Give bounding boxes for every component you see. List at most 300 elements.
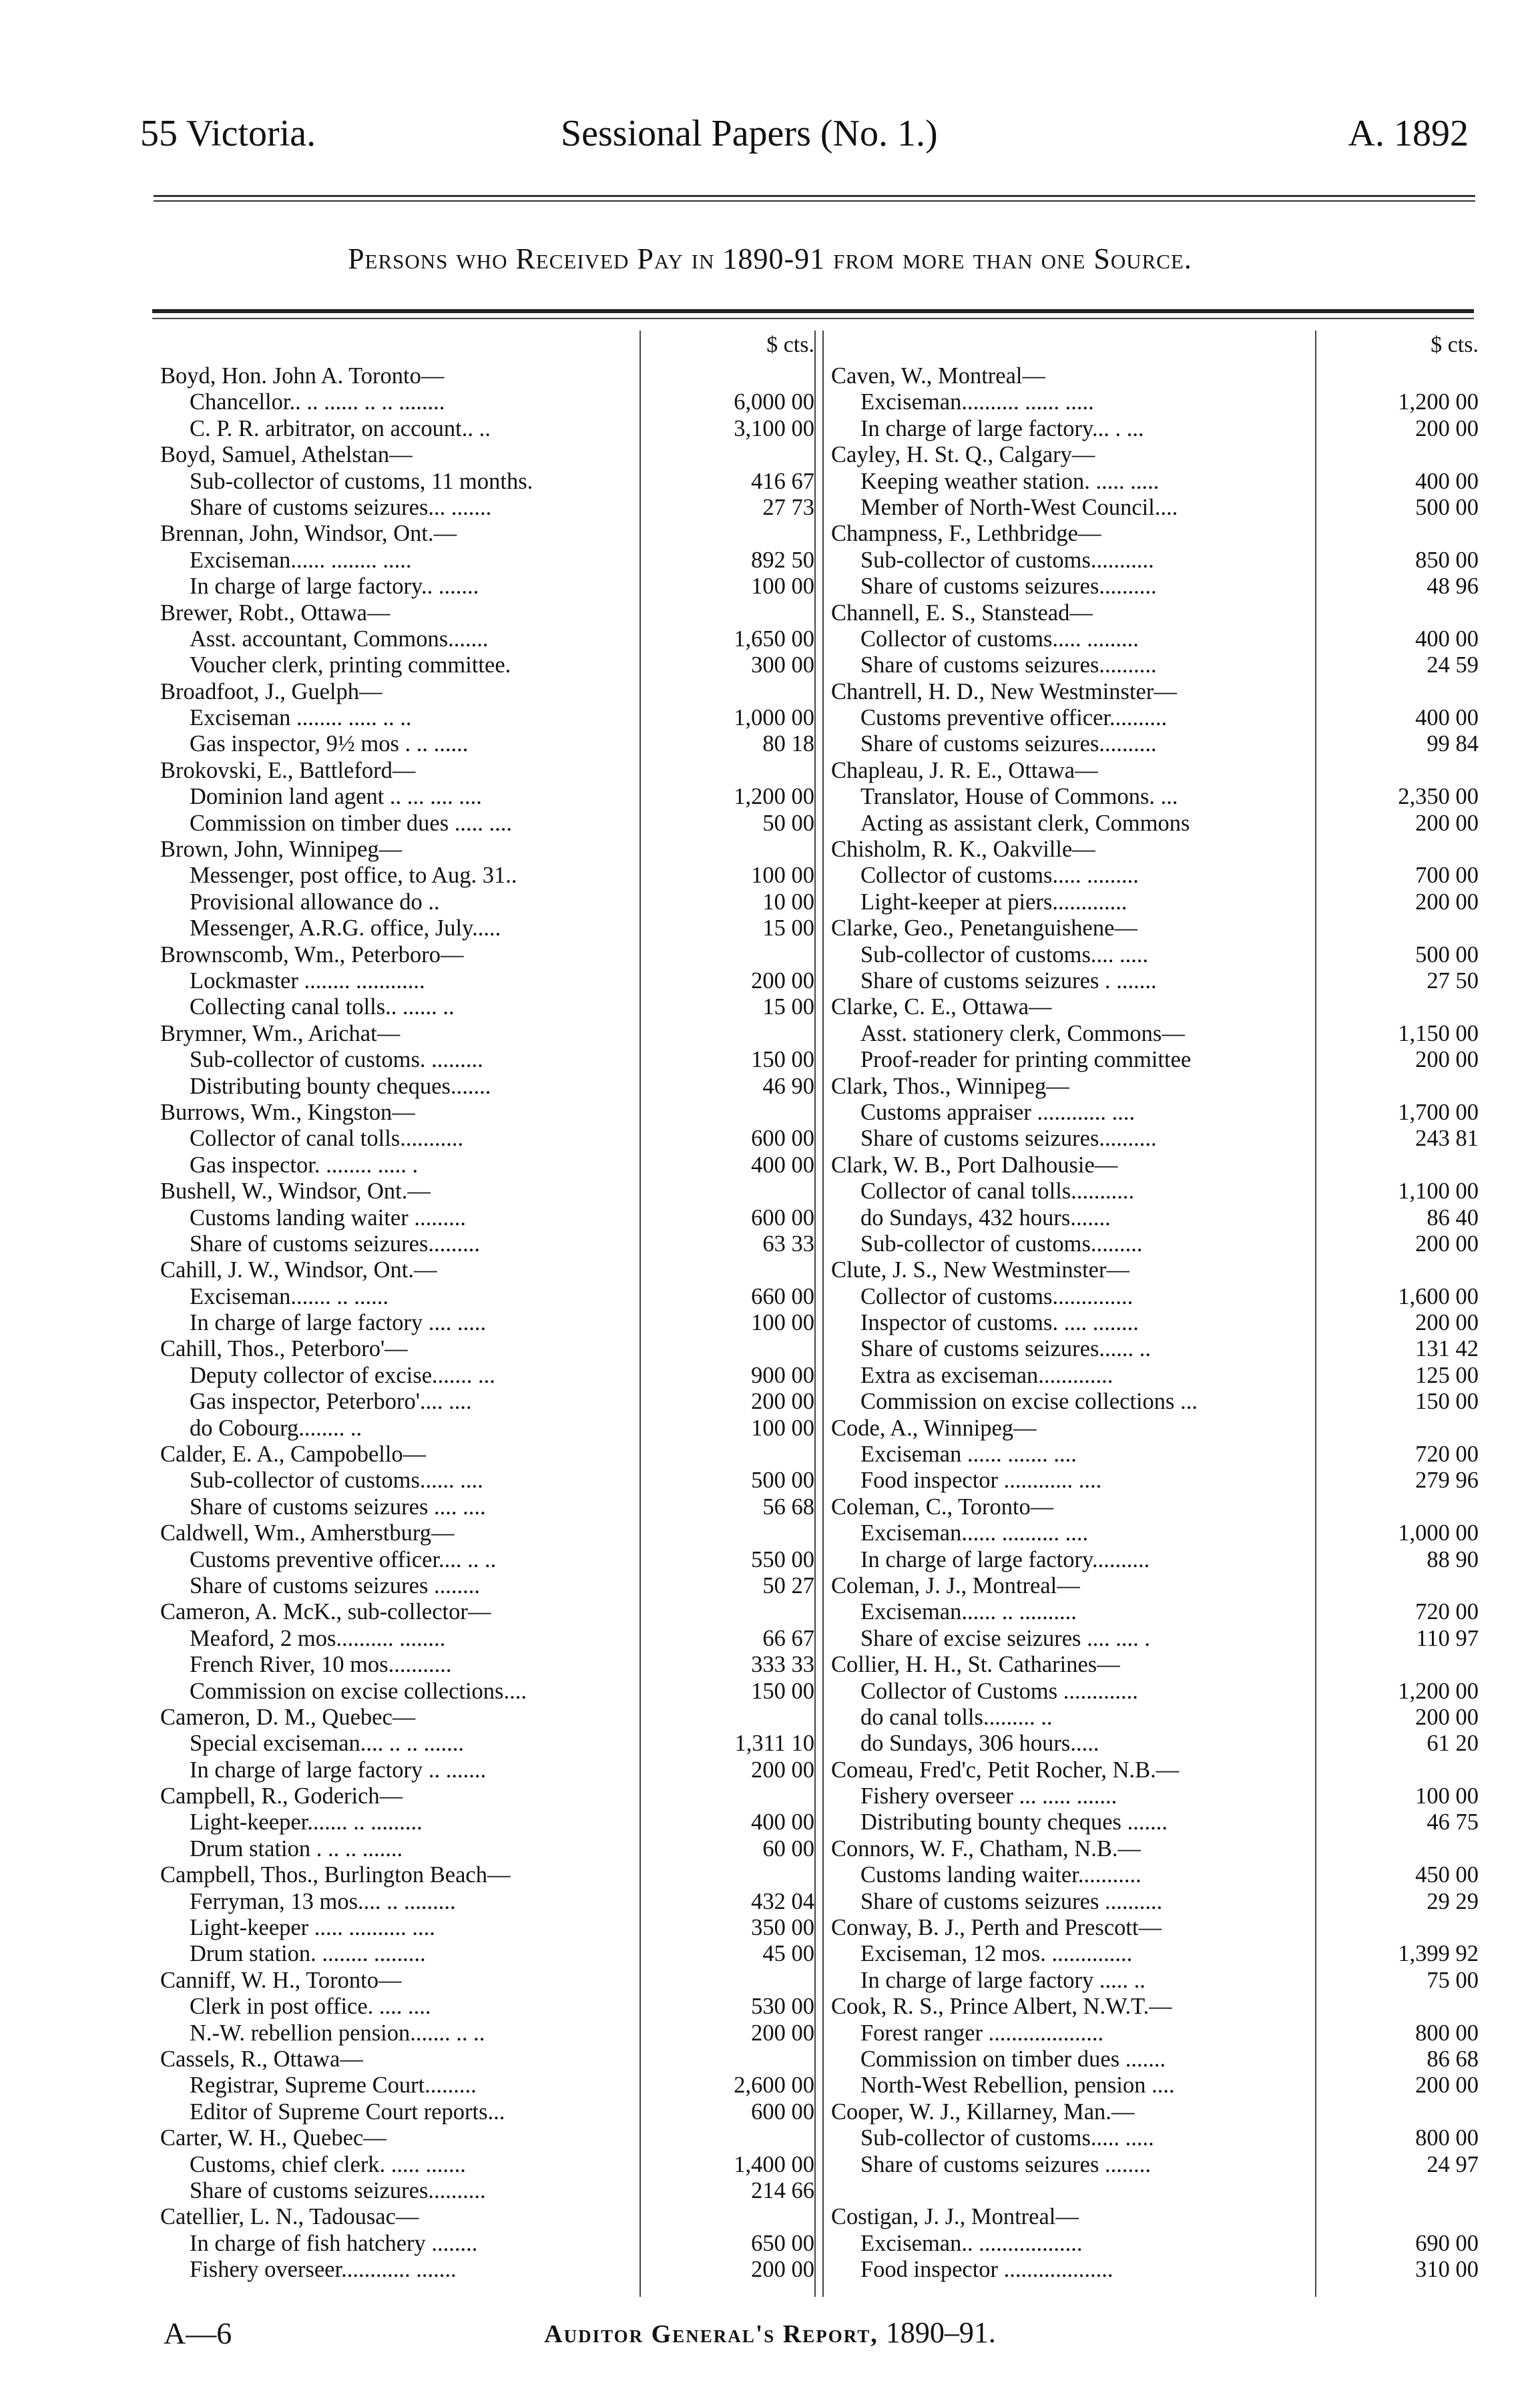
pay-entry-row (831, 1783, 1479, 1809)
pay-amount: 720 00 (1415, 1442, 1479, 1468)
pay-amount: 1,100 00 (1398, 1178, 1479, 1205)
person-name: Chantrell, H. D., New Westminster— (831, 678, 1177, 704)
pay-entry-description: Gas inspector, 9½ mos . .. ...... (190, 731, 469, 757)
pay-entry-description: Asst. stationery clerk, Commons— (860, 1020, 1185, 1046)
pay-entry-row (831, 1705, 1479, 1731)
pay-entry-row (831, 863, 1479, 889)
pay-entry-row (831, 416, 1479, 442)
pay-entry-row (831, 1178, 1479, 1205)
pay-entry-description: Sub-collector of customs.... ..... (860, 941, 1149, 967)
pay-entry-description: Collector of canal tolls........... (860, 1178, 1135, 1205)
pay-entry-description: Fishery overseer............ ....... (190, 2257, 457, 2283)
pay-amount: 400 00 (751, 1152, 814, 1178)
pay-amount: 150 00 (751, 1047, 814, 1073)
pay-entry-description: Voucher clerk, printing committee. (190, 652, 511, 678)
person-heading-row (831, 1074, 1479, 1100)
pay-entry-row (160, 2257, 814, 2283)
person-name: Cahill, Thos., Peterboro'— (160, 1336, 408, 1362)
pay-amount: 100 00 (1415, 1783, 1479, 1809)
pay-entry-row (831, 1047, 1479, 1073)
person-heading-row (160, 2046, 814, 2072)
pay-entry-row (160, 1468, 814, 1494)
pay-amount: 800 00 (1415, 2125, 1479, 2151)
pay-entry-description: In charge of large factory ..... .. (860, 1967, 1145, 1993)
person-heading-row (831, 1915, 1479, 1941)
title-rule-thin (152, 318, 1474, 319)
pay-amount: 24 97 (1427, 2151, 1479, 2177)
pay-amount: 550 00 (751, 1546, 814, 1572)
pay-entry-row (831, 2125, 1479, 2151)
person-heading-row (831, 600, 1479, 626)
pay-entry-row (160, 574, 814, 600)
pay-amount: 100 00 (751, 1415, 814, 1441)
pay-entry-description: Share of customs seizures.......... (190, 2177, 486, 2203)
pay-entry-row (831, 1862, 1479, 1888)
person-name: Clarke, Geo., Penetanguishene— (831, 915, 1137, 941)
pay-entry-row (160, 1573, 814, 1599)
pay-amount: 350 00 (751, 1915, 814, 1941)
pay-entry-row (831, 1284, 1479, 1310)
running-header (140, 112, 1469, 166)
pay-entry-description: French River, 10 mos........... (190, 1652, 452, 1678)
header-rule-thin (154, 200, 1475, 202)
pay-entry-row (160, 1231, 814, 1257)
footer-report-name: Auditor General's Report, (544, 2320, 878, 2348)
pay-entry-description: Drum station . .. .. ....... (190, 1835, 403, 1862)
person-name: Coleman, J. J., Montreal— (831, 1572, 1080, 1598)
pay-amount: 720 00 (1415, 1599, 1479, 1625)
pay-entry-row (831, 705, 1479, 731)
pay-entry-description: Drum station. ........ ......... (190, 1941, 426, 1967)
person-name: Clark, Thos., Winnipeg— (831, 1073, 1069, 1099)
pay-entry-row (831, 2020, 1479, 2046)
person-name: Canniff, W. H., Toronto— (160, 1967, 402, 1993)
pay-entry-description: Share of customs seizures ........ (860, 2151, 1151, 2177)
pay-entry-description: Share of customs seizures . ....... (860, 967, 1157, 994)
pay-amount: 1,600 00 (1398, 1283, 1479, 1309)
pay-amount: 131 42 (1415, 1336, 1479, 1362)
pay-entry-description: Share of excise seizures .... .... . (860, 1625, 1150, 1651)
pay-amount: 15 00 (762, 994, 814, 1020)
pay-amount: 279 96 (1415, 1468, 1479, 1494)
person-heading-row (160, 1783, 814, 1809)
pay-entry-row (160, 495, 814, 521)
left-unit-label: $ cts. (766, 333, 814, 357)
pay-amount: 1,200 00 (1398, 389, 1479, 415)
pay-entry-row (831, 1889, 1479, 1915)
pay-entry-description: Collector of customs..... ......... (860, 863, 1139, 889)
page-number: A—6 (164, 2316, 232, 2350)
pay-amount: 200 00 (1415, 1704, 1479, 1730)
pay-amount: 125 00 (1415, 1362, 1479, 1388)
pay-entry-description: Collector of customs.............. (860, 1283, 1133, 1309)
pay-entry-description: Sub-collector of customs........... (860, 547, 1154, 573)
pay-entry-row (160, 915, 814, 941)
person-heading-row (831, 2099, 1479, 2125)
pay-entry-description: In charge of large factory... . ... (860, 415, 1144, 441)
pay-entry-description: Share of customs seizures.......... (860, 574, 1157, 600)
person-heading-row (831, 1757, 1479, 1783)
pay-amount: 200 00 (1415, 1047, 1479, 1073)
pay-amount: 75 00 (1427, 1967, 1479, 1993)
pay-entry-description: In charge of large factory.. ....... (190, 574, 479, 600)
pay-amount: 6,000 00 (734, 389, 814, 415)
pay-entry-description: Share of customs seizures...... .. (860, 1336, 1151, 1362)
pay-entry-description: do Sundays, 432 hours....... (860, 1205, 1111, 1231)
pay-entry-description: Registrar, Supreme Court......... (190, 2072, 477, 2099)
pay-amount: 88 90 (1427, 1546, 1479, 1572)
person-name: Chisholm, R. K., Oakville— (831, 837, 1095, 863)
pay-entry-description: Exciseman....... .. ...... (190, 1283, 389, 1309)
pay-amount: 200 00 (1415, 415, 1479, 441)
pay-entry-row (160, 784, 814, 810)
pay-entry-row (160, 626, 814, 652)
person-name: Boyd, Samuel, Athelstan— (160, 442, 413, 468)
pay-entry-description: Translator, House of Commons. ... (860, 784, 1178, 810)
pay-entry-row (160, 1152, 814, 1178)
pay-amount: 600 00 (751, 2099, 814, 2125)
left-column-head (160, 333, 814, 363)
person-heading-row (831, 1573, 1479, 1599)
pay-entry-description: In charge of large factory .... ..... (190, 1310, 487, 1336)
pay-entry-row (160, 731, 814, 757)
pay-entry-description: Commission on excise collections ... (860, 1389, 1198, 1415)
page-title: Persons who Received Pay in 1890-91 from more than one Source. (348, 242, 1192, 275)
pay-entry-row (831, 574, 1479, 600)
pay-entry-description: Share of customs seizures......... (190, 1231, 480, 1257)
person-heading-row (831, 1257, 1479, 1283)
pay-entry-description: Sub-collector of customs......... (860, 1231, 1143, 1257)
pay-amount: 50 00 (762, 810, 814, 836)
person-heading-row (831, 1836, 1479, 1862)
person-heading-row (160, 1705, 814, 1731)
person-name: Collier, H. H., St. Catharines— (831, 1652, 1120, 1678)
pay-entry-description: Share of customs seizures ........ (190, 1572, 480, 1598)
pay-entry-row (831, 1100, 1479, 1126)
pay-entry-row (160, 1941, 814, 1967)
pay-entry-description: Food inspector ............ .... (860, 1468, 1102, 1494)
pay-entry-description: Distributing bounty cheques ....... (860, 1809, 1168, 1835)
pay-amount: 600 00 (751, 1126, 814, 1152)
person-name: Cayley, H. St. Q., Calgary— (831, 442, 1095, 468)
pay-amount: 150 00 (751, 1678, 814, 1704)
pay-entry-description: C. P. R. arbitrator, on account.. .. (190, 415, 491, 441)
pay-entry-row (831, 1126, 1479, 1152)
pay-entry-row (160, 1679, 814, 1705)
pay-entry-row (831, 1336, 1479, 1362)
pay-entry-description: Messenger, A.R.G. office, July..... (190, 915, 501, 941)
pay-amount: 690 00 (1415, 2230, 1479, 2256)
pay-entry-row (831, 1599, 1479, 1625)
person-heading-row (831, 837, 1479, 863)
person-heading-row (831, 758, 1479, 784)
person-name: Bushell, W., Windsor, Ont.— (160, 1178, 431, 1205)
pay-amount: 400 00 (1415, 626, 1479, 652)
pay-amount: 892 50 (751, 547, 814, 573)
person-heading-row (160, 363, 814, 389)
left-rows (160, 363, 814, 2283)
pay-entry-row (160, 1494, 814, 1520)
title-rule (152, 309, 1474, 313)
pay-entry-description: Asst. accountant, Commons....... (190, 626, 489, 652)
person-name: Carter, W. H., Quebec— (160, 2125, 387, 2151)
pay-entry-row (160, 1415, 814, 1442)
pay-amount: 1,000 00 (734, 705, 814, 731)
pay-entry-row (160, 1626, 814, 1652)
person-name: Burrows, Wm., Kingston— (160, 1099, 415, 1125)
person-name: Cook, R. S., Prince Albert, N.W.T.— (831, 1994, 1172, 2020)
pay-entry-description: N.-W. rebellion pension....... .. .. (190, 2020, 485, 2046)
pay-entry-description: Collector of canal tolls........... (190, 1126, 464, 1152)
person-name: Clark, W. B., Port Dalhousie— (831, 1152, 1118, 1178)
pay-amount: 110 97 (1416, 1625, 1479, 1651)
pay-entry-description: Clerk in post office. .... .... (190, 1994, 431, 2020)
pay-amount: 432 04 (751, 1888, 814, 1914)
header-sessional-papers: Sessional Papers (No. 1.) (561, 113, 938, 154)
pay-entry-description: do Cobourg........ .. (190, 1415, 362, 1441)
person-heading-row (831, 521, 1479, 547)
person-heading-row (160, 1021, 814, 1047)
pay-entry-description: Deputy collector of excise....... ... (190, 1362, 495, 1388)
pay-entry-row (160, 811, 814, 837)
pay-amount: 1,311 10 (734, 1731, 814, 1757)
person-heading-row (831, 1994, 1479, 2020)
pay-amount: 400 00 (751, 1809, 814, 1835)
pay-entry-description: Editor of Supreme Court reports... (190, 2099, 505, 2125)
person-name: Conway, B. J., Perth and Prescott— (831, 1915, 1162, 1941)
pay-entry-description: Customs preventive officer.......... (860, 705, 1168, 731)
pay-entry-description: Inspector of customs. .... ........ (860, 1310, 1139, 1336)
pay-entry-row (160, 1363, 814, 1389)
person-name: Chapleau, J. R. E., Ottawa— (831, 757, 1098, 783)
person-heading-row (160, 1520, 814, 1546)
pay-amount: 416 67 (751, 468, 814, 494)
person-heading-row (831, 1152, 1479, 1178)
pay-entry-description: North-West Rebellion, pension .... (860, 2072, 1175, 2099)
pay-amount: 10 00 (762, 889, 814, 915)
right-column (831, 333, 1479, 2283)
pay-amount: 200 00 (1415, 1231, 1479, 1257)
pay-entry-row (160, 1074, 814, 1100)
person-name: Comeau, Fred'c, Petit Rocher, N.B.— (831, 1757, 1180, 1783)
pay-entry-description: Fishery overseer ... ..... ....... (860, 1783, 1117, 1809)
pay-entry-description: Collector of Customs ............. (860, 1678, 1138, 1704)
person-name: Catellier, L. N., Tadousac— (160, 2204, 419, 2230)
person-name: Clarke, C. E., Ottawa— (831, 994, 1052, 1020)
pay-entry-description: Exciseman...... ........ ..... (190, 547, 412, 573)
pay-entry-row (160, 1652, 814, 1678)
person-heading-row (160, 2125, 814, 2151)
pay-entry-row (831, 1520, 1479, 1546)
pay-entry-description: Share of customs seizures.......... (860, 652, 1157, 678)
pay-entry-description: Member of North-West Council.... (860, 494, 1178, 520)
person-name: Campbell, Thos., Burlington Beach— (160, 1862, 511, 1888)
pay-amount: 650 00 (751, 2230, 814, 2256)
pay-entry-row (160, 1915, 814, 1941)
person-heading-row (831, 1415, 1479, 1442)
pay-entry-description: Exciseman ...... ....... .... (860, 1442, 1077, 1468)
footer-title (0, 2316, 1540, 2350)
left-column (160, 333, 814, 2283)
header-volume: 55 Victoria. (140, 113, 316, 154)
person-name: Cooper, W. J., Killarney, Man.— (831, 2099, 1135, 2125)
pay-amount: 333 33 (751, 1652, 814, 1678)
pay-entry-row (160, 1310, 814, 1336)
pay-entry-row (160, 1836, 814, 1862)
pay-amount: 48 96 (1427, 574, 1479, 600)
person-heading-row (831, 1494, 1479, 1520)
person-name: Brewer, Robt., Ottawa— (160, 600, 391, 626)
pay-entry-description: Special exciseman.... .. .. ....... (190, 1731, 465, 1757)
right-rows (831, 363, 1479, 2283)
pay-entry-description: Exciseman.. .................. (860, 2230, 1083, 2256)
pay-amount: 200 00 (1415, 889, 1479, 915)
pay-entry-description: Collecting canal tolls.. ...... .. (190, 994, 455, 1020)
person-heading-row (160, 1862, 814, 1888)
pay-amount: 86 40 (1427, 1205, 1479, 1231)
pay-entry-row (831, 652, 1479, 678)
pay-entry-description: Sub-collector of customs, 11 months. (190, 468, 533, 494)
pay-amount: 530 00 (751, 1994, 814, 2020)
pay-entry-row (160, 2072, 814, 2099)
person-heading-row (831, 2178, 1479, 2204)
pay-entry-description: Exciseman ........ ..... .. .. (190, 705, 412, 731)
person-name: Channell, E. S., Stanstead— (831, 600, 1093, 626)
pay-amount: 80 18 (762, 731, 814, 757)
pay-amount: 200 00 (1415, 2072, 1479, 2099)
pay-amount: 100 00 (751, 863, 814, 889)
pay-amount: 400 00 (1415, 468, 1479, 494)
person-heading-row (831, 915, 1479, 941)
pay-entry-row (160, 1047, 814, 1073)
person-heading-row (160, 758, 814, 784)
pay-entry-description: Share of customs seizures.......... (860, 1126, 1157, 1152)
pay-entry-description: Collector of customs..... ......... (860, 626, 1139, 652)
pay-amount: 63 33 (762, 1231, 814, 1257)
pay-entry-row (831, 389, 1479, 415)
person-name: Brownscomb, Wm., Peterboro— (160, 941, 464, 967)
pay-amount: 2,350 00 (1398, 784, 1479, 810)
pay-entry-row (160, 1809, 814, 1835)
pay-entry-row (160, 1994, 814, 2020)
center-divider (814, 331, 816, 2297)
pay-entry-row (160, 1889, 814, 1915)
pay-amount: 27 73 (762, 494, 814, 520)
pay-amount: 200 00 (1415, 810, 1479, 836)
pay-entry-description: Customs landing waiter........... (860, 1862, 1141, 1888)
pay-amount: 214 66 (751, 2177, 814, 2203)
pay-amount: 100 00 (751, 1310, 814, 1336)
pay-amount: 500 00 (1415, 941, 1479, 967)
pay-entry-row (831, 2231, 1479, 2257)
pay-amount: 1,150 00 (1398, 1020, 1479, 1046)
person-name: Brymner, Wm., Arichat— (160, 1020, 401, 1046)
pay-entry-description: Gas inspector. ........ ..... . (190, 1152, 419, 1178)
pay-entry-description: Exciseman, 12 mos. .............. (860, 1941, 1133, 1967)
pay-entry-description: Extra as exciseman............. (860, 1362, 1113, 1388)
person-name: Costigan, J. J., Montreal— (831, 2204, 1079, 2230)
person-heading-row (831, 442, 1479, 468)
pay-entry-row (160, 1284, 814, 1310)
pay-entry-description: In charge of fish hatchery ........ (190, 2230, 478, 2256)
pay-entry-description: Share of customs seizures... ....... (190, 494, 492, 520)
footer-report-years: 1890–91. (885, 2316, 996, 2349)
pay-amount: 200 00 (751, 1757, 814, 1783)
pay-entry-description: Gas inspector, Peterboro'.... .... (190, 1389, 472, 1415)
pay-entry-description: Lockmaster ........ ............ (190, 967, 425, 994)
pay-entry-row (160, 1757, 814, 1783)
pay-entry-description: Commission on timber dues ....... (860, 2046, 1166, 2072)
person-heading-row (160, 679, 814, 705)
pay-entry-description: Ferryman, 13 mos.... .. ......... (190, 1888, 456, 1914)
pay-entry-row (160, 469, 814, 495)
pay-entry-description: Meaford, 2 mos.......... ........ (190, 1625, 446, 1651)
pay-amount: 1,200 00 (1398, 1678, 1479, 1704)
pay-entry-description: Share of customs seizures.......... (860, 731, 1157, 757)
pay-entry-description: Proof-reader for printing committee (860, 1047, 1192, 1073)
pay-entry-row (831, 889, 1479, 915)
person-name: Cahill, J. W., Windsor, Ont.— (160, 1257, 437, 1283)
pay-amount: 1,000 00 (1398, 1520, 1479, 1546)
pay-entry-row (160, 2152, 814, 2178)
person-name: Cameron, A. McK., sub-collector— (160, 1599, 491, 1625)
pay-amount: 200 00 (1415, 1310, 1479, 1336)
pay-amount: 450 00 (1415, 1862, 1479, 1888)
pay-entry-row (160, 2020, 814, 2046)
person-name: Caven, W., Montreal— (831, 363, 1045, 389)
pay-amount: 243 81 (1415, 1126, 1479, 1152)
pay-amount: 200 00 (751, 2257, 814, 2283)
pay-amount: 61 20 (1427, 1731, 1479, 1757)
pay-amount: 200 00 (751, 967, 814, 994)
pay-entry-description: Forest ranger .................... (860, 2020, 1104, 2046)
pay-amount: 1,700 00 (1398, 1099, 1479, 1125)
pay-entry-row (831, 731, 1479, 757)
pay-entry-row (160, 889, 814, 915)
pay-entry-description: do Sundays, 306 hours..... (860, 1731, 1099, 1757)
pay-entry-row (831, 2072, 1479, 2099)
pay-amount: 3,100 00 (734, 415, 814, 441)
person-name: Clute, J. S., New Westminster— (831, 1257, 1129, 1283)
pay-amount: 60 00 (762, 1835, 814, 1862)
pay-entry-description: Messenger, post office, to Aug. 31.. (190, 863, 517, 889)
person-heading-row (160, 1100, 814, 1126)
person-name: Cameron, D. M., Quebec— (160, 1704, 416, 1730)
pay-amount: 45 00 (762, 1941, 814, 1967)
pay-amount: 660 00 (751, 1283, 814, 1309)
pay-entry-row (160, 1731, 814, 1757)
person-heading-row (831, 679, 1479, 705)
pay-entry-description: Dominion land agent .. ... .... .... (190, 784, 482, 810)
person-name: Campbell, R., Goderich— (160, 1783, 403, 1809)
pay-entry-row (831, 495, 1479, 521)
pay-amount: 27 50 (1427, 967, 1479, 994)
pay-amount: 56 68 (762, 1494, 814, 1520)
person-heading-row (160, 942, 814, 968)
person-name: Code, A., Winnipeg— (831, 1415, 1037, 1441)
pay-entry-description: Customs appraiser ............ .... (860, 1099, 1135, 1125)
pay-entry-row (831, 1442, 1479, 1468)
person-heading-row (831, 2204, 1479, 2230)
pay-amount: 310 00 (1415, 2257, 1479, 2283)
pay-amount: 1,650 00 (734, 626, 814, 652)
pay-amount: 1,200 00 (734, 784, 814, 810)
pay-entry-row (160, 1547, 814, 1573)
pay-entry-description: Exciseman...... .. .......... (860, 1599, 1077, 1625)
pay-entry-row (831, 1968, 1479, 1994)
pay-entry-description: Acting as assistant clerk, Commons (860, 810, 1190, 836)
pay-entry-row (831, 1021, 1479, 1047)
